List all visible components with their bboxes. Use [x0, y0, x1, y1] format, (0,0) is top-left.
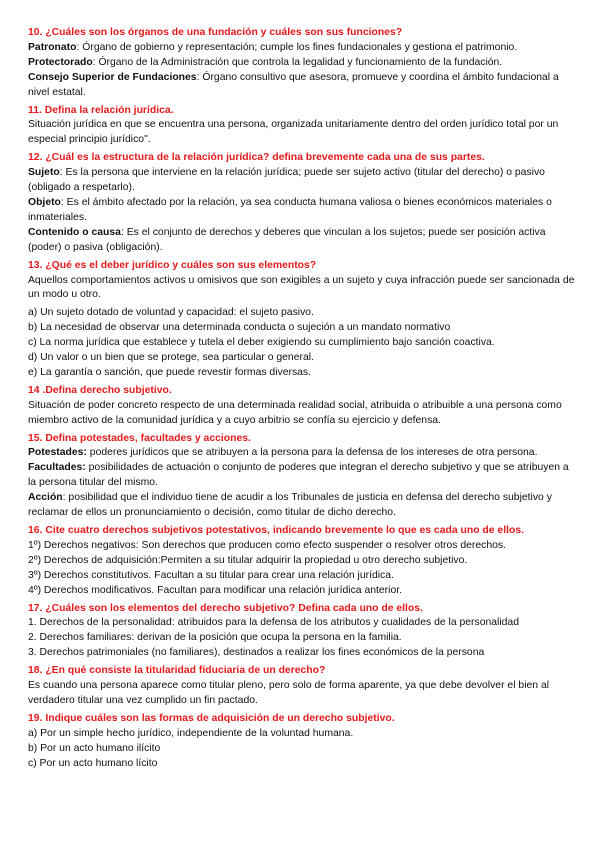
document-page [28, 26, 576, 772]
q17-list-item: 3. Derechos patrimoniales (no familiares), destinados a realizar los fines económicos de la persona [28, 647, 485, 659]
q19-list-item: b) Por un acto humano ilícito [28, 742, 161, 754]
term: Sujeto [28, 167, 60, 179]
q11-answer: Situación jurídica en que se encuentra una persona, organizada unitariamente dentro del orden jurídico total por un especial principio jurídico". [28, 119, 559, 146]
term: Patronato [28, 41, 77, 53]
definition: : Es la persona que interviene en la relación jurídica; puede ser sujeto activo (titular del derecho) o pasivo (obligado a respetarlo). [28, 167, 545, 194]
q17-list-item: 1. Derechos de la personalidad: atribuidos para la defensa de los atributos y cualidades de la personalidad [28, 617, 519, 629]
q19-list-item: c) Por un acto humano lícito [28, 757, 158, 769]
definition: : Es el conjunto de derechos y deberes que vinculan a los sujetos; puede ser posición activa (poder) o pasiva (obligación). [28, 226, 546, 253]
q13-list-item: d) Un valor o un bien que se protege, sea particular o general. [28, 352, 314, 364]
q16-list-item: 1º) Derechos negativos: Son derechos que producen como efecto suspender o resolver otros derechos. [28, 539, 506, 551]
q13-intro: Aquellos comportamientos activos u omisivos que son exigibles a un sujeto y cuya infracción puede ser sancionada de un modo u otro. [28, 274, 575, 301]
q16-list-item: 4º) Derechos modificativos. Facultan para modificar una relación jurídica anterior. [28, 584, 402, 596]
term: Facultades: [28, 462, 86, 474]
q15-item [28, 461, 576, 491]
question-13-title: 13. ¿Qué es el deber jurídico y cuáles son sus elementos? [28, 259, 317, 271]
q15-item [28, 446, 576, 461]
q16-list-item: 2º) Derechos de adquisición:Permiten a su titular adquirir la propiedad u otro derecho subjetivo. [28, 554, 468, 566]
term: Consejo Superior de Fundaciones [28, 71, 197, 83]
question-17-title: 17. ¿Cuáles son los elementos del derecho subjetivo? Defina cada uno de ellos. [28, 602, 423, 614]
q13-list-item: b) La necesidad de observar una determinada conducta o sujeción a un mandato normativo [28, 322, 451, 334]
q14-answer: Situación de poder concreto respecto de una determinada realidad social, atribuida o atribuible a una persona como miembro activo de la comunidad jurídica y a cuyo arbitrio se confía su ejercicio y defensa. [28, 399, 562, 426]
q10-item [28, 71, 576, 101]
term: Contenido o causa [28, 226, 121, 238]
definition: poderes jurídicos que se atribuyen a la persona para la defensa de los intereses de otra persona. [86, 447, 538, 459]
q12-item [28, 166, 576, 196]
question-10-title: 10. ¿Cuáles son los órganos de una fundación y cuáles son sus funciones? [28, 27, 403, 38]
definition: posibilidades de actuación o conjunto de poderes que integran el derecho subjetivo y que se atribuyen a la persona titular del mismo. [28, 462, 569, 489]
definition: : posibilidad que el individuo tiene de acudir a los Tribunales de justicia en defensa del derecho subjetivo y reclamar de ellos un pronunciamiento o decisión, como titular de dicho derecho. [28, 492, 552, 519]
q12-item [28, 226, 576, 256]
q10-item [28, 41, 576, 56]
q12-item [28, 196, 576, 226]
question-16-title: 16. Cite cuatro derechos subjetivos potestativos, indicando brevemente lo que es cada uno de ellos. [28, 525, 525, 536]
q13-list-item: a) Un sujeto dotado de voluntad y capacidad: el sujeto pasivo. [28, 307, 314, 319]
question-14-title: 14 .Defina derecho subjetivo. [28, 384, 172, 396]
question-15-title: 15. Defina potestades, facultades y acciones. [28, 432, 251, 444]
question-11-title: 11. Defina la relación jurídica. [28, 104, 174, 116]
q10-item [28, 56, 576, 71]
q13-list-item: c) La norma jurídica que establece y tutela el deber exigiendo su cumplimiento bajo sanción coactiva. [28, 337, 495, 349]
q19-list-item: a) Por un simple hecho jurídico, independiente de la voluntad humana. [28, 727, 354, 739]
term: Protectorado [28, 56, 93, 68]
q15-item [28, 491, 576, 521]
q17-list-item: 2. Derechos familiares: derivan de la posición que ocupa la persona en la familia. [28, 632, 402, 644]
definition: : Órgano de gobierno y representación; cumple los fines fundacionales y gestiona el patrimonio. [76, 41, 518, 53]
question-19-title: 19. Indique cuáles son las formas de adquisición de un derecho subjetivo. [28, 712, 395, 724]
term: Potestades: [28, 447, 87, 459]
q13-list-item: e) La garantía o sanción, que puede revestir formas diversas. [28, 366, 312, 378]
definition: : Órgano de la Administración que controla la legalidad y funcionamiento de la fundación. [92, 56, 503, 68]
q18-answer: Es cuando una persona aparece como titular pleno, pero solo de forma aparente, ya que debe devolver el bien al verdadero titular una vez cumplido un fin pactado. [28, 680, 550, 706]
definition: : Órgano consultivo que asesora, promueve y coordina el ámbito fundacional a nivel estatal. [28, 71, 559, 98]
q16-list-item: 3º) Derechos constitutivos. Facultan a su titular para crear una relación jurídica. [28, 569, 394, 581]
term: Acción [28, 492, 63, 504]
definition: : Es el ámbito afectado por la relación, ya sea conducta humana valiosa o bienes económicos materiales o inmateriales. [28, 196, 552, 223]
question-12-title: 12. ¿Cuál es la estructura de la relación jurídica? defina brevemente cada una de sus partes. [28, 152, 485, 164]
term: Objeto [28, 196, 61, 208]
question-18-title: 18. ¿En qué consiste la titularidad fiduciaria de un derecho? [28, 665, 326, 677]
